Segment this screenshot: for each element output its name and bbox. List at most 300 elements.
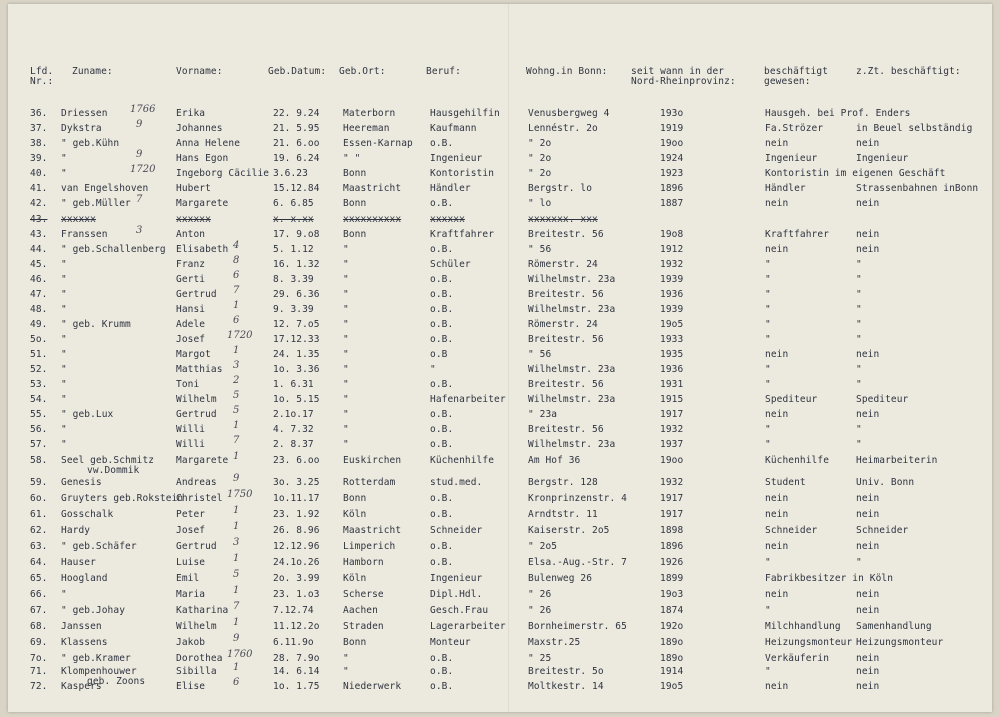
cell-gewesen: nein — [765, 541, 789, 552]
cell-gewesen: " — [765, 364, 771, 375]
cell-beruf: Küchenhilfe — [430, 455, 495, 466]
cell-ort: " — [343, 304, 349, 315]
cell-beruf: o.B. — [430, 541, 454, 552]
cell-gewesen: " — [765, 274, 771, 285]
cell-gewesen: " — [765, 304, 771, 315]
cell-ort: Niederwerk — [343, 681, 402, 692]
handwritten-annotation: 1 — [233, 585, 240, 596]
cell-zzt: " — [856, 319, 862, 330]
cell-nr: 38. — [30, 138, 48, 149]
cell-wohnung: " 26 — [528, 589, 552, 600]
header-geb-datum: Geb.Datum: — [268, 66, 327, 77]
handwritten-annotation: 5 — [233, 390, 240, 401]
cell-zzt: nein — [856, 244, 880, 255]
cell-datum: 8. 3.39 — [273, 274, 314, 285]
cell-zzt: " — [856, 304, 862, 315]
cell-zuname: " — [61, 153, 67, 164]
cell-seit: 192o — [660, 621, 684, 632]
cell-beruf: o.B. — [430, 304, 454, 315]
cell-seit: 1936 — [660, 289, 684, 300]
cell-wohnung: " 25 — [528, 653, 552, 664]
handwritten-annotation: 6 — [233, 315, 240, 326]
cell-zzt: nein — [856, 198, 880, 209]
handwritten-annotation: 1720 — [130, 164, 156, 175]
cell-vorname: Elise — [176, 681, 206, 692]
cell-nr: 45. — [30, 259, 48, 270]
cell-zzt: nein — [856, 349, 880, 360]
cell-datum: 16. 1.32 — [273, 259, 320, 270]
cell-gewesen: Kontoristin im eigenen Geschäft — [765, 168, 946, 179]
header-seit-wann-line2: Nord-Rheinprovinz: — [631, 76, 736, 87]
handwritten-annotation: 1760 — [227, 649, 253, 660]
cell-beruf: o.B. — [430, 439, 454, 450]
cell-seit: 1932 — [660, 424, 684, 435]
header-lfd-line2: Nr.: — [30, 76, 54, 87]
cell-nr: 44. — [30, 244, 48, 255]
cell-seit: 19o5 — [660, 319, 684, 330]
cell-beruf: Lagerarbeiter — [430, 621, 506, 632]
cell-nr: 58. — [30, 455, 48, 466]
handwritten-annotation: 3 — [233, 360, 240, 371]
cell-seit: 1898 — [660, 525, 684, 536]
cell-gewesen: Milchhandlung — [765, 621, 841, 632]
cell-wohnung: Breitestr. 56 — [528, 289, 604, 300]
cell-zuname: " geb.Johay — [61, 605, 126, 616]
cell-ort: Maastricht — [343, 525, 402, 536]
cell-zuname: " — [61, 394, 67, 405]
cell-zzt: Ingenieur — [856, 153, 909, 164]
cell-beruf: o.B. — [430, 274, 454, 285]
handwritten-annotation: 1766 — [130, 104, 156, 115]
cell-beruf: o.B. — [430, 319, 454, 330]
cell-ort: " — [343, 666, 349, 677]
handwritten-annotation: 5 — [233, 405, 240, 416]
cell-vorname: Gertrud — [176, 409, 217, 420]
cell-zzt: nein — [856, 409, 880, 420]
cell-vorname: Gerti — [176, 274, 206, 285]
cell-zzt: nein — [856, 666, 880, 677]
cell-ort: " — [343, 334, 349, 345]
handwritten-annotation: 3 — [136, 225, 143, 236]
cell-zuname: Franssen — [61, 229, 108, 240]
cell-wohnung: Römerstr. 24 — [528, 259, 598, 270]
cell-vorname: Sibilla — [176, 666, 217, 677]
cell-wohnung: Am Hof 36 — [528, 455, 581, 466]
cell-seit: 1937 — [660, 439, 684, 450]
cell-vorname: Hansi — [176, 304, 206, 315]
handwritten-annotation: 1 — [233, 420, 240, 431]
cell-beruf: Monteur — [430, 637, 471, 648]
cell-gewesen: " — [765, 424, 771, 435]
cell-wohnung: " 56 — [528, 349, 552, 360]
cell-ort: xxxxxxxxxx — [343, 214, 402, 225]
handwritten-annotation: 5 — [233, 569, 240, 580]
cell-datum: 14. 6.14 — [273, 666, 320, 677]
cell-nr: 46. — [30, 274, 48, 285]
cell-nr: 67. — [30, 605, 48, 616]
cell-nr: 71. — [30, 666, 48, 677]
cell-nr: 63. — [30, 541, 48, 552]
cell-gewesen: nein — [765, 589, 789, 600]
cell-datum: 1o. 3.36 — [273, 364, 320, 375]
cell-zuname: " geb.Schallenberg — [61, 244, 166, 255]
cell-vorname: xxxxxx — [176, 214, 211, 225]
cell-vorname: Hubert — [176, 183, 211, 194]
cell-nr: 62. — [30, 525, 48, 536]
cell-beruf: o.B. — [430, 334, 454, 345]
cell-ort: Maastricht — [343, 183, 402, 194]
cell-beruf: o.B. — [430, 244, 454, 255]
cell-vorname: Toni — [176, 379, 200, 390]
cell-nr: 41. — [30, 183, 48, 194]
handwritten-annotation: 3 — [233, 537, 240, 548]
cell-vorname: Gertrud — [176, 289, 217, 300]
cell-beruf: " — [430, 364, 436, 375]
cell-datum: 3.6.23 — [273, 168, 308, 179]
cell-ort: " — [343, 244, 349, 255]
cell-ort: Hamborn — [343, 557, 384, 568]
cell-vorname: Elisabeth — [176, 244, 229, 255]
cell-nr: 64. — [30, 557, 48, 568]
handwritten-annotation: 4 — [233, 240, 240, 251]
cell-vorname: Margarete — [176, 455, 229, 466]
cell-ort: Bonn — [343, 229, 367, 240]
cell-gewesen: Student — [765, 477, 806, 488]
cell-zzt: " — [856, 259, 862, 270]
cell-datum: 19. 6.24 — [273, 153, 320, 164]
cell-seit: 1939 — [660, 274, 684, 285]
cell-datum: 21. 6.oo — [273, 138, 320, 149]
cell-wohnung: Römerstr. 24 — [528, 319, 598, 330]
cell-beruf: Schneider — [430, 525, 483, 536]
handwritten-annotation: 9 — [136, 149, 143, 160]
cell-wohnung: Wilhelmstr. 23a — [528, 274, 616, 285]
cell-wohnung: Bergstr. lo — [528, 183, 593, 194]
cell-ort: " — [343, 379, 349, 390]
document-page — [8, 4, 992, 712]
cell-ort: Scherse — [343, 589, 384, 600]
cell-zzt: nein — [856, 229, 880, 240]
cell-beruf: o.B. — [430, 289, 454, 300]
cell-beruf: Hafenarbeiter — [430, 394, 506, 405]
cell-datum: 23. 1.o3 — [273, 589, 320, 600]
cell-zuname: " geb.Lux — [61, 409, 114, 420]
cell-vorname: Wilhelm — [176, 394, 217, 405]
cell-beruf: o.B. — [430, 509, 454, 520]
handwritten-annotation: 9 — [233, 633, 240, 644]
cell-wohnung: " 2o5 — [528, 541, 558, 552]
cell-nr: 53. — [30, 379, 48, 390]
cell-seit: 189o — [660, 653, 684, 664]
handwritten-annotation: 1 — [233, 505, 240, 516]
cell-wohnung: " 26 — [528, 605, 552, 616]
handwritten-annotation: 9 — [136, 119, 143, 130]
handwritten-annotation: 7 — [136, 194, 143, 205]
cell-datum: 1o.11.17 — [273, 493, 320, 504]
cell-beruf: o.B. — [430, 493, 454, 504]
handwritten-annotation: 8 — [233, 255, 240, 266]
cell-ort: " — [343, 364, 349, 375]
cell-ort: Straden — [343, 621, 384, 632]
cell-ort: " — [343, 653, 349, 664]
cell-datum: 15.12.84 — [273, 183, 320, 194]
cell-datum: 22. 9.24 — [273, 108, 320, 119]
cell-seit: 1899 — [660, 573, 684, 584]
cell-ort: Bonn — [343, 168, 367, 179]
cell-zuname: " — [61, 168, 67, 179]
cell-gewesen: Fa.Strözer — [765, 123, 824, 134]
cell-wohnung: Breitestr. 56 — [528, 379, 604, 390]
cell-gewesen: Verkäuferin — [765, 653, 830, 664]
cell-vorname: Katharina — [176, 605, 229, 616]
cell-beruf: o.B. — [430, 424, 454, 435]
cell-seit: 19o5 — [660, 681, 684, 692]
handwritten-annotation: 1 — [233, 451, 240, 462]
cell-beruf: Schüler — [430, 259, 471, 270]
cell-gewesen: nein — [765, 493, 789, 504]
cell-wohnung: Wilhelmstr. 23a — [528, 439, 616, 450]
cell-zzt: nein — [856, 493, 880, 504]
cell-zuname: " — [61, 364, 67, 375]
cell-zuname: Klassens — [61, 637, 108, 648]
cell-gewesen: Ingenieur — [765, 153, 818, 164]
header-seit-wann: seit wann in der — [631, 66, 725, 77]
cell-zzt: nein — [856, 605, 880, 616]
cell-wohnung: Wilhelmstr. 23a — [528, 304, 616, 315]
handwritten-annotation: 6 — [233, 270, 240, 281]
cell-ort: " — [343, 394, 349, 405]
cell-zuname: Hoogland — [61, 573, 108, 584]
cell-zuname: Seel geb.Schmitz — [61, 455, 155, 466]
handwritten-annotation: 1 — [233, 300, 240, 311]
cell-seit: 1932 — [660, 477, 684, 488]
cell-nr: 5o. — [30, 334, 48, 345]
cell-beruf: o.B. — [430, 681, 454, 692]
cell-zuname: Gruyters geb.Rokstein — [61, 493, 184, 504]
cell-beruf: Ingenieur — [430, 153, 483, 164]
handwritten-annotation: 9 — [233, 473, 240, 484]
cell-zzt: in Beuel selbständig — [856, 123, 973, 134]
cell-beruf: Ingenieur — [430, 573, 483, 584]
cell-nr: 69. — [30, 637, 48, 648]
cell-ort: Köln — [343, 509, 367, 520]
cell-zuname: " geb. Krumm — [61, 319, 131, 330]
cell-nr: 40. — [30, 168, 48, 179]
cell-vorname: Dorothea — [176, 653, 223, 664]
cell-seit: 1896 — [660, 541, 684, 552]
cell-gewesen: " — [765, 605, 771, 616]
cell-wohnung: xxxxxxx. xxx — [528, 214, 598, 225]
cell-datum: 2. 8.37 — [273, 439, 314, 450]
cell-zzt: nein — [856, 589, 880, 600]
cell-wohnung: " 56 — [528, 244, 552, 255]
cell-seit: 1917 — [660, 493, 684, 504]
cell-gewesen: nein — [765, 138, 789, 149]
cell-wohnung: Moltkestr. 14 — [528, 681, 604, 692]
cell-wohnung: Breitestr. 56 — [528, 229, 604, 240]
cell-nr: 65. — [30, 573, 48, 584]
cell-vorname: Josef — [176, 334, 206, 345]
cell-gewesen: Händler — [765, 183, 806, 194]
cell-vorname: Johannes — [176, 123, 223, 134]
handwritten-annotation: 1 — [233, 345, 240, 356]
cell-nr: 51. — [30, 349, 48, 360]
cell-seit: 19o3 — [660, 589, 684, 600]
cell-datum: 26. 8.96 — [273, 525, 320, 536]
cell-nr: 61. — [30, 509, 48, 520]
cell-gewesen: " — [765, 666, 771, 677]
cell-zzt: Samenhandlung — [856, 621, 932, 632]
cell-gewesen: " — [765, 334, 771, 345]
cell-nr: 54. — [30, 394, 48, 405]
cell-datum: 1. 6.31 — [273, 379, 314, 390]
cell-datum: 12. 7.o5 — [273, 319, 320, 330]
cell-datum: 2.1o.17 — [273, 409, 314, 420]
cell-vorname: Andreas — [176, 477, 217, 488]
cell-datum: x. x.xx — [273, 214, 314, 225]
cell-gewesen: Küchenhilfe — [765, 455, 830, 466]
cell-zuname: " — [61, 589, 67, 600]
cell-zuname: " geb.Müller — [61, 198, 131, 209]
cell-datum: 2o. 3.99 — [273, 573, 320, 584]
cell-ort: " — [343, 349, 349, 360]
cell-ort: " — [343, 259, 349, 270]
cell-vorname: Matthias — [176, 364, 223, 375]
cell-vorname: Erika — [176, 108, 206, 119]
cell-gewesen: " — [765, 259, 771, 270]
cell-wohnung: Wilhelmstr. 23a — [528, 364, 616, 375]
cell-zzt: " — [856, 557, 862, 568]
cell-vorname: Willi — [176, 439, 206, 450]
cell-gewesen: nein — [765, 509, 789, 520]
cell-gewesen: nein — [765, 409, 789, 420]
cell-zzt: " — [856, 274, 862, 285]
cell-wohnung: Lennéstr. 2o — [528, 123, 598, 134]
cell-wohnung: Maxstr.25 — [528, 637, 581, 648]
cell-gewesen: Fabrikbesitzer in Köln — [765, 573, 894, 584]
header-beschaeftigt: beschäftigt — [764, 66, 829, 77]
handwritten-annotation: 1750 — [227, 489, 253, 500]
cell-nr: 72. — [30, 681, 48, 692]
handwritten-annotation: 1 — [233, 617, 240, 628]
handwritten-annotation: 6 — [233, 677, 240, 688]
cell-beruf: o.B. — [430, 653, 454, 664]
cell-nr: 47. — [30, 289, 48, 300]
cell-gewesen: " — [765, 289, 771, 300]
cell-seit: 1912 — [660, 244, 684, 255]
cell-ort: Bonn — [343, 637, 367, 648]
cell-datum: 23. 1.92 — [273, 509, 320, 520]
cell-gewesen: nein — [765, 349, 789, 360]
cell-wohnung: Breitestr. 56 — [528, 424, 604, 435]
cell-nr: 52. — [30, 364, 48, 375]
cell-nr: 57. — [30, 439, 48, 450]
cell-vorname: Margarete — [176, 198, 229, 209]
page-fold — [508, 4, 509, 712]
cell-nr: 48. — [30, 304, 48, 315]
cell-zuname: " — [61, 259, 67, 270]
cell-datum: 24.1o.26 — [273, 557, 320, 568]
cell-zuname: " — [61, 289, 67, 300]
cell-wohnung: Elsa.-Aug.-Str. 7 — [528, 557, 627, 568]
cell-vorname: Gertrud — [176, 541, 217, 552]
cell-vorname: Hans Egon — [176, 153, 229, 164]
cell-seit: 1917 — [660, 409, 684, 420]
cell-datum: 17.12.33 — [273, 334, 320, 345]
cell-gewesen: nein — [765, 198, 789, 209]
cell-seit: 189o — [660, 637, 684, 648]
cell-zuname: Klompenhouwer — [61, 666, 137, 677]
cell-ort: Rotterdam — [343, 477, 396, 488]
header-zzt: z.Zt. beschäftigt: — [856, 66, 961, 77]
handwritten-annotation: 2 — [233, 375, 240, 386]
cell-zzt: nein — [856, 681, 880, 692]
cell-nr: 7o. — [30, 653, 48, 664]
cell-vorname: Willi — [176, 424, 206, 435]
cell-seit: 1874 — [660, 605, 684, 616]
cell-nr: 39. — [30, 153, 48, 164]
header-wohnung: Wohng.in Bonn: — [526, 66, 608, 77]
cell-beruf: o.B. — [430, 138, 454, 149]
cell-zzt: nein — [856, 509, 880, 520]
cell-beruf: Dipl.Hdl. — [430, 589, 483, 600]
cell-wohnung: Bornheimerstr. 65 — [528, 621, 627, 632]
cell-datum: 23. 6.oo — [273, 455, 320, 466]
cell-datum: 1o. 1.75 — [273, 681, 320, 692]
handwritten-annotation: 1 — [233, 662, 240, 673]
cell-zuname: van Engelshoven — [61, 183, 149, 194]
cell-vorname: Peter — [176, 509, 206, 520]
cell-vorname: Margot — [176, 349, 211, 360]
cell-ort: Euskirchen — [343, 455, 402, 466]
cell-vorname: Christel — [176, 493, 223, 504]
header-vorname: Vorname: — [176, 66, 223, 77]
cell-ort: " — [343, 274, 349, 285]
cell-zzt: " — [856, 439, 862, 450]
cell-zzt: " — [856, 364, 862, 375]
handwritten-annotation: 7 — [233, 435, 240, 446]
cell-ort: Köln — [343, 573, 367, 584]
cell-gewesen: Heizungsmonteur — [765, 637, 853, 648]
cell-beruf: xxxxxx — [430, 214, 465, 225]
cell-ort: " — [343, 439, 349, 450]
cell-wohnung: Kronprinzenstr. 4 — [528, 493, 627, 504]
cell-ort: " — [343, 409, 349, 420]
cell-ort: Essen-Karnap — [343, 138, 413, 149]
cell-zzt: Schneider — [856, 525, 909, 536]
cell-zuname: Driessen — [61, 108, 108, 119]
cell-seit: 1887 — [660, 198, 684, 209]
cell-beruf: o.B. — [430, 409, 454, 420]
cell-gewesen: " — [765, 319, 771, 330]
cell-vorname: Luise — [176, 557, 206, 568]
cell-wohnung: Bergstr. 128 — [528, 477, 598, 488]
cell-zzt: Univ. Bonn — [856, 477, 915, 488]
cell-seit: 1935 — [660, 349, 684, 360]
header-beschaeftigt-line2: gewesen: — [764, 76, 811, 87]
cell-zuname: " geb.Kühn — [61, 138, 120, 149]
cell-gewesen: Spediteur — [765, 394, 818, 405]
cell-wohnung: " 2o — [528, 138, 552, 149]
cell-zuname: Genesis — [61, 477, 102, 488]
cell-zuname: Dykstra — [61, 123, 102, 134]
cell-datum: 24. 1.35 — [273, 349, 320, 360]
cell-zzt: Heimarbeiterin — [856, 455, 938, 466]
cell-nr: 55. — [30, 409, 48, 420]
cell-zuname: " — [61, 439, 67, 450]
cell-zzt: " — [856, 379, 862, 390]
cell-zzt: nein — [856, 138, 880, 149]
